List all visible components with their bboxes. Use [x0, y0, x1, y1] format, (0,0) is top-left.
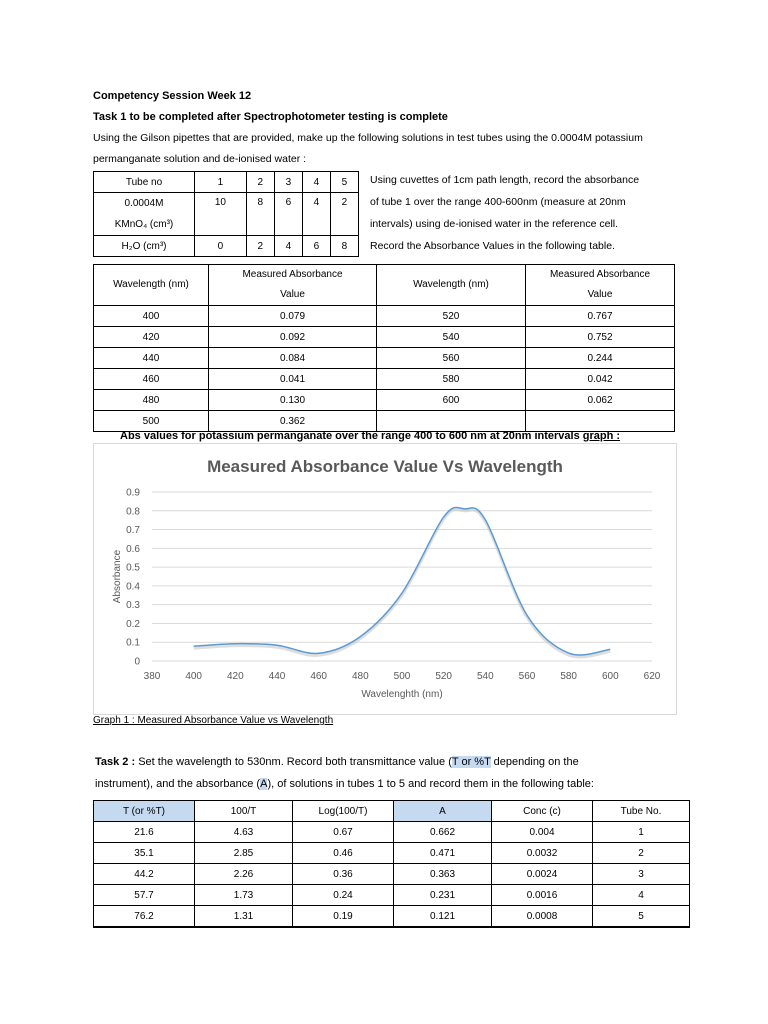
y-tick-label: 0.9	[126, 487, 140, 499]
table-cell: 57.7	[94, 885, 195, 906]
table-cell: 480	[94, 390, 209, 411]
table-row	[94, 411, 675, 432]
tubes-row-kmno4	[94, 193, 359, 236]
table-cell: 0.130	[209, 390, 377, 411]
x-tick-label: 560	[518, 671, 536, 682]
task2-text-c: depending on the	[490, 756, 579, 768]
table-cell: 0.662	[394, 822, 492, 843]
side-line: intervals) using de-ionised water in the reference cell.	[370, 218, 619, 230]
task2-line-2	[95, 773, 715, 795]
table-cell: 520	[377, 306, 526, 327]
table-cell: 400	[94, 306, 209, 327]
y-tick-label: 0.6	[126, 543, 140, 555]
header-cell: Wavelength (nm)	[377, 265, 526, 306]
table-row	[94, 906, 690, 928]
table-cell: 1.73	[195, 885, 293, 906]
table-cell: 600	[377, 390, 526, 411]
table-row	[94, 306, 675, 327]
table-cell: 560	[377, 348, 526, 369]
task2-text-d: instrument), and the absorbance (	[95, 778, 261, 790]
task2-paragraph	[95, 751, 715, 795]
header-cell: T (or %T)	[94, 801, 195, 822]
table-row	[94, 327, 675, 348]
side-line: Record the Absorbance Values in the following table.	[370, 240, 615, 252]
table-row	[94, 390, 675, 411]
task2-header-row	[94, 801, 690, 822]
header-cell: Log(100/T)	[293, 801, 394, 822]
page-title: Competency Session Week 12	[93, 90, 252, 102]
kmno4-label-a: 0.0004M	[124, 198, 164, 209]
side-line: of tube 1 over the range 400-600nm (measure at 20nm	[370, 196, 626, 208]
y-tick-label: 0.3	[126, 600, 140, 612]
table-cell: Tube no	[94, 172, 195, 193]
header-cell: Conc (c)	[492, 801, 593, 822]
table-cell: 0.079	[209, 306, 377, 327]
x-axis-label: Wavelenghth (nm)	[361, 689, 443, 700]
x-tick-label: 440	[268, 671, 286, 682]
x-tick-label: 460	[310, 671, 328, 682]
task2-table	[93, 800, 690, 928]
table-cell: 6	[302, 236, 330, 257]
y-tick-label: 0	[134, 656, 140, 668]
table-cell: 0.19	[293, 906, 394, 928]
table-cell: 76.2	[94, 906, 195, 928]
table-cell: 0.0016	[492, 885, 593, 906]
y-tick-label: 0.4	[126, 581, 140, 593]
table-row	[94, 843, 690, 864]
series-line-shadow	[194, 509, 611, 657]
table-cell: 0.084	[209, 348, 377, 369]
absorbance-header-row	[94, 265, 675, 306]
table-cell: 2.26	[195, 864, 293, 885]
chart-title: Measured Absorbance Value Vs Wavelength	[207, 457, 563, 476]
table-cell: 580	[377, 369, 526, 390]
table-cell: 44.2	[94, 864, 195, 885]
graph-caption: Graph 1 : Measured Absorbance Value vs Wavelength	[93, 715, 334, 726]
table-cell: 0.042	[526, 369, 675, 390]
chart-svg	[94, 444, 676, 714]
table-cell: 420	[94, 327, 209, 348]
table-row	[94, 369, 675, 390]
table-cell: 0.121	[394, 906, 492, 928]
table-cell: 8	[330, 236, 358, 257]
intro-line-1: Using the Gilson pipettes that are provided, make up the following solutions in test tubes using the 0.0004M potassium	[93, 132, 643, 144]
header-cell: Tube No.	[593, 801, 690, 822]
table-cell: 0.0008	[492, 906, 593, 928]
x-tick-label: 380	[143, 671, 161, 682]
absorbance-table	[93, 264, 675, 432]
header-cell	[526, 265, 675, 306]
y-tick-label: 0.8	[126, 506, 140, 518]
task2-line-1	[95, 751, 715, 773]
table-cell: H₂O (cm³)	[94, 236, 195, 257]
x-tick-label: 600	[601, 671, 619, 682]
table-cell: 440	[94, 348, 209, 369]
header-line: Measured Absorbance	[549, 269, 651, 280]
x-tick-label: 540	[476, 671, 494, 682]
table-cell: 10	[195, 193, 247, 236]
table-cell: 3	[593, 864, 690, 885]
header-cell: Wavelength (nm)	[94, 265, 209, 306]
table-cell	[94, 193, 195, 236]
task2-t-highlight: T or %T	[451, 756, 491, 768]
table-row	[94, 822, 690, 843]
header-cell: 100/T	[195, 801, 293, 822]
table-cell: 500	[94, 411, 209, 432]
intro-line-2: permanganate solution and de-ionised water :	[93, 153, 307, 165]
x-tick-label: 480	[351, 671, 369, 682]
table-cell: 0.67	[293, 822, 394, 843]
table-cell: 0.0032	[492, 843, 593, 864]
table-cell: 0.46	[293, 843, 394, 864]
task2-text-a: Set the wavelength to 530nm. Record both transmittance value (	[135, 756, 452, 768]
table-cell: 0.041	[209, 369, 377, 390]
graph-heading-text: Abs values for potassium permanganate over the range 400 to 600 nm at 20nm intervals	[120, 430, 580, 442]
side-line: Using cuvettes of 1cm path length, record the absorbance	[370, 174, 640, 186]
y-tick-label: 0.7	[126, 525, 140, 537]
x-tick-label: 500	[393, 671, 411, 682]
tubes-row-water	[94, 236, 359, 257]
graph-heading	[120, 430, 620, 442]
table-cell: 3	[274, 172, 302, 193]
table-cell: 4	[274, 236, 302, 257]
table-cell: 8	[246, 193, 274, 236]
kmno4-label-b: KMnO₄ (cm³)	[114, 219, 174, 230]
graph-heading-tail: graph :	[582, 430, 621, 442]
table-cell	[377, 411, 526, 432]
table-cell: 0.244	[526, 348, 675, 369]
x-tick-label: 580	[560, 671, 578, 682]
task2-text-f: ), of solutions in tubes 1 to 5 and record them in the following table:	[267, 778, 594, 790]
table-cell: 0.004	[492, 822, 593, 843]
y-axis-label: Absorbance	[112, 549, 123, 604]
table-cell: 6	[274, 193, 302, 236]
table-cell: 540	[377, 327, 526, 348]
task2-label: Task 2 :	[95, 756, 136, 768]
header-line: Value	[280, 289, 305, 300]
table-cell: 2	[246, 236, 274, 257]
table-cell	[526, 411, 675, 432]
table-cell: 2	[246, 172, 274, 193]
table-cell: 2	[593, 843, 690, 864]
table-cell: 0.092	[209, 327, 377, 348]
table-cell: 4	[593, 885, 690, 906]
side-instructions	[370, 169, 690, 257]
table-cell: 0.767	[526, 306, 675, 327]
table-row	[94, 864, 690, 885]
table-cell: 0.24	[293, 885, 394, 906]
x-tick-label: 620	[643, 671, 661, 682]
table-cell: 0.0024	[492, 864, 593, 885]
table-cell: 1	[593, 822, 690, 843]
y-tick-label: 0.1	[126, 637, 140, 649]
table-cell: 0.363	[394, 864, 492, 885]
table-cell: 0.062	[526, 390, 675, 411]
x-tick-label: 520	[435, 671, 453, 682]
absorbance-chart	[93, 443, 677, 715]
header-cell: A	[394, 801, 492, 822]
table-row	[94, 885, 690, 906]
table-cell: 1	[195, 172, 247, 193]
table-cell: 0.36	[293, 864, 394, 885]
task1-heading: Task 1 to be completed after Spectrophotometer testing is complete	[93, 111, 448, 123]
table-cell: 21.6	[94, 822, 195, 843]
table-cell: 4	[302, 193, 330, 236]
y-tick-label: 0.2	[126, 618, 140, 630]
header-line: Value	[587, 289, 613, 300]
header-cell	[209, 265, 377, 306]
x-tick-label: 400	[185, 671, 203, 682]
tubes-table	[93, 171, 359, 257]
table-cell: 4.63	[195, 822, 293, 843]
tubes-row-tube-no	[94, 172, 359, 193]
table-cell: 0.471	[394, 843, 492, 864]
table-cell: 5	[593, 906, 690, 928]
table-cell: 35.1	[94, 843, 195, 864]
table-cell: 4	[302, 172, 330, 193]
table-cell: 5	[330, 172, 358, 193]
task2-a-highlight: A	[260, 778, 268, 790]
table-cell: 1.31	[195, 906, 293, 928]
table-row	[94, 348, 675, 369]
table-cell: 0.231	[394, 885, 492, 906]
table-cell: 0.752	[526, 327, 675, 348]
table-cell: 2	[330, 193, 358, 236]
table-cell: 460	[94, 369, 209, 390]
table-cell: 0.362	[209, 411, 377, 432]
x-tick-label: 420	[226, 671, 244, 682]
table-cell: 0	[195, 236, 247, 257]
y-tick-label: 0.5	[126, 562, 140, 574]
header-line: Measured Absorbance	[242, 269, 343, 280]
table-cell: 2.85	[195, 843, 293, 864]
